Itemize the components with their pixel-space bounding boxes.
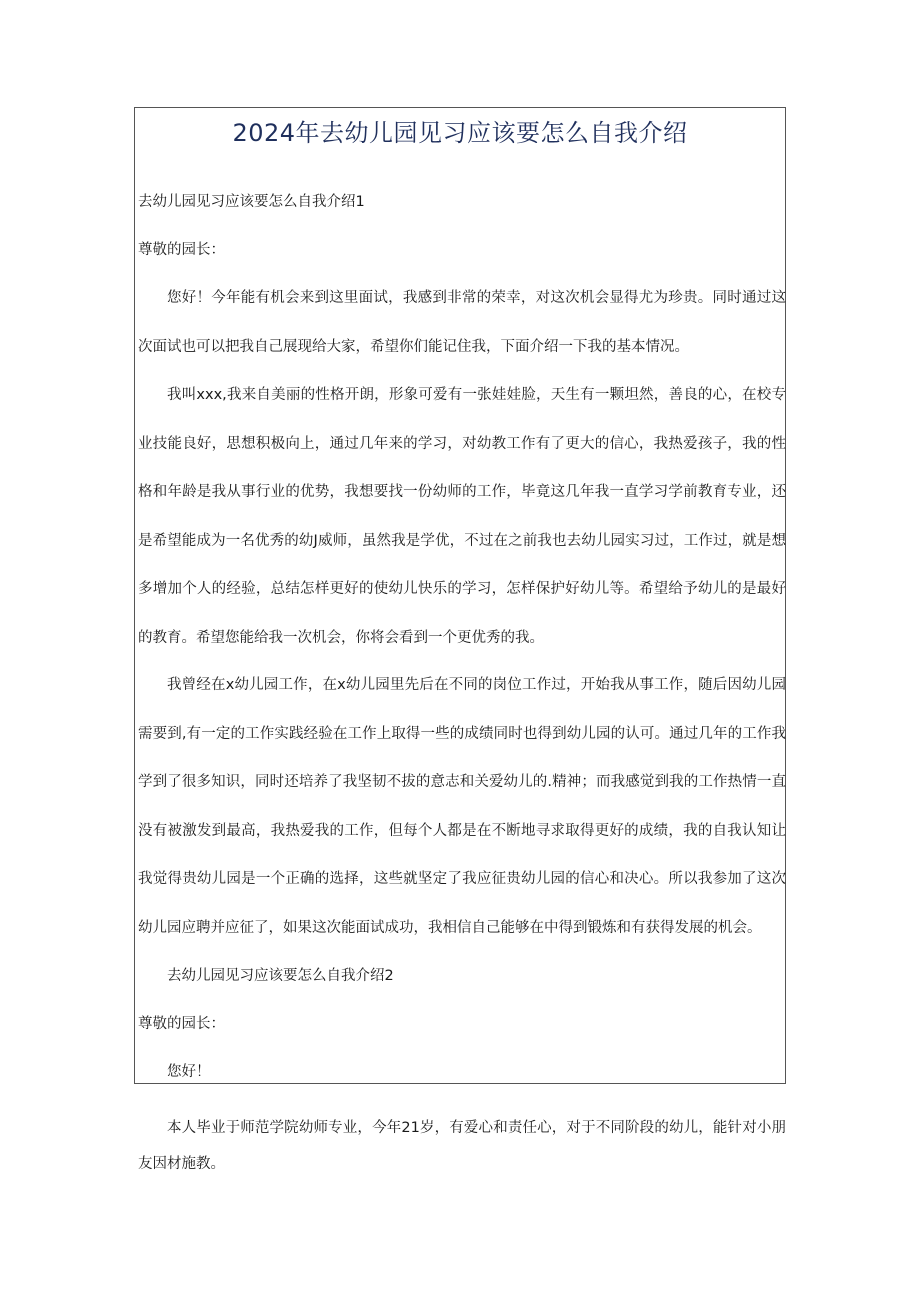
section1-salutation: 尊敬的园长： [138,242,225,258]
section2-heading: 去幼儿园见习应该要怎么自我介绍2 [167,968,394,984]
document-title: 2024年去幼儿园见习应该要怎么自我介绍 [232,119,688,147]
section2-greeting: 您好！ [167,1064,211,1080]
section1-paragraph-3: 我曾经在x幼儿园工作，在x幼儿园里先后在不同的岗位工作过，开始我从事工作，随后因幼儿园需要到,有一定的工作实践经验在工作上取得一些的成绩同时也得到幼儿园的认可。通过几年的工作我学到了很多知识，同时还培养了我坚韧不拔的意志和关爱幼儿的.精神；而我感觉到我的工作热情一直没有被激发到最高，我热爱我的工作，但每个人都是在不断地寻求取得更好的成绩，我的自我认知让我觉得贵幼儿园是一个正确的选择，这些就坚定了我应征贵幼儿园的信心和决心。所以我参加了这次幼儿园应聘并应征了，如果这次能面试成功，我相信自己能够在中得到锻炼和有获得发展的机会。 [138,677,786,936]
section1-heading: 去幼儿园见习应该要怎么自我介绍1 [138,194,365,210]
section1-paragraph-2: 我叫xxx,我来自美丽的性格开朗，形象可爱有一张娃娃脸，天生有一颗坦然，善良的心，在校专业技能良好，思想积极向上，通过几年来的学习，对幼教工作有了更大的信心，我热爱孩子，我的性格和年龄是我从事行业的优势，我想要找一份幼师的工作，毕竟这几年我一直学习学前教育专业，还是希望能成为一名优秀的幼J威师，虽然我是学优，不过在之前我也去幼儿园实习过，工作过，就是想多增加个人的经验，总结怎样更好的使幼儿快乐的学习，怎样保护好幼儿等。希望给予幼儿的是最好的教育。希望您能给我一次机会，你将会看到一个更优秀的我。 [138,387,786,646]
section2-salutation: 尊敬的园长： [138,1016,225,1032]
section2-paragraph: 本人毕业于师范学院幼师专业，今年21岁，有爱心和责任心，对于不同阶段的幼儿，能针对小朋友因材施教。 [138,1120,786,1172]
section1-paragraph-1: 您好！今年能有机会来到这里面试，我感到非常的荣幸，对这次机会显得尤为珍贵。同时通过这次面试也可以把我自己展现给大家，希望你们能记住我，下面介绍一下我的基本情况。 [138,290,786,355]
